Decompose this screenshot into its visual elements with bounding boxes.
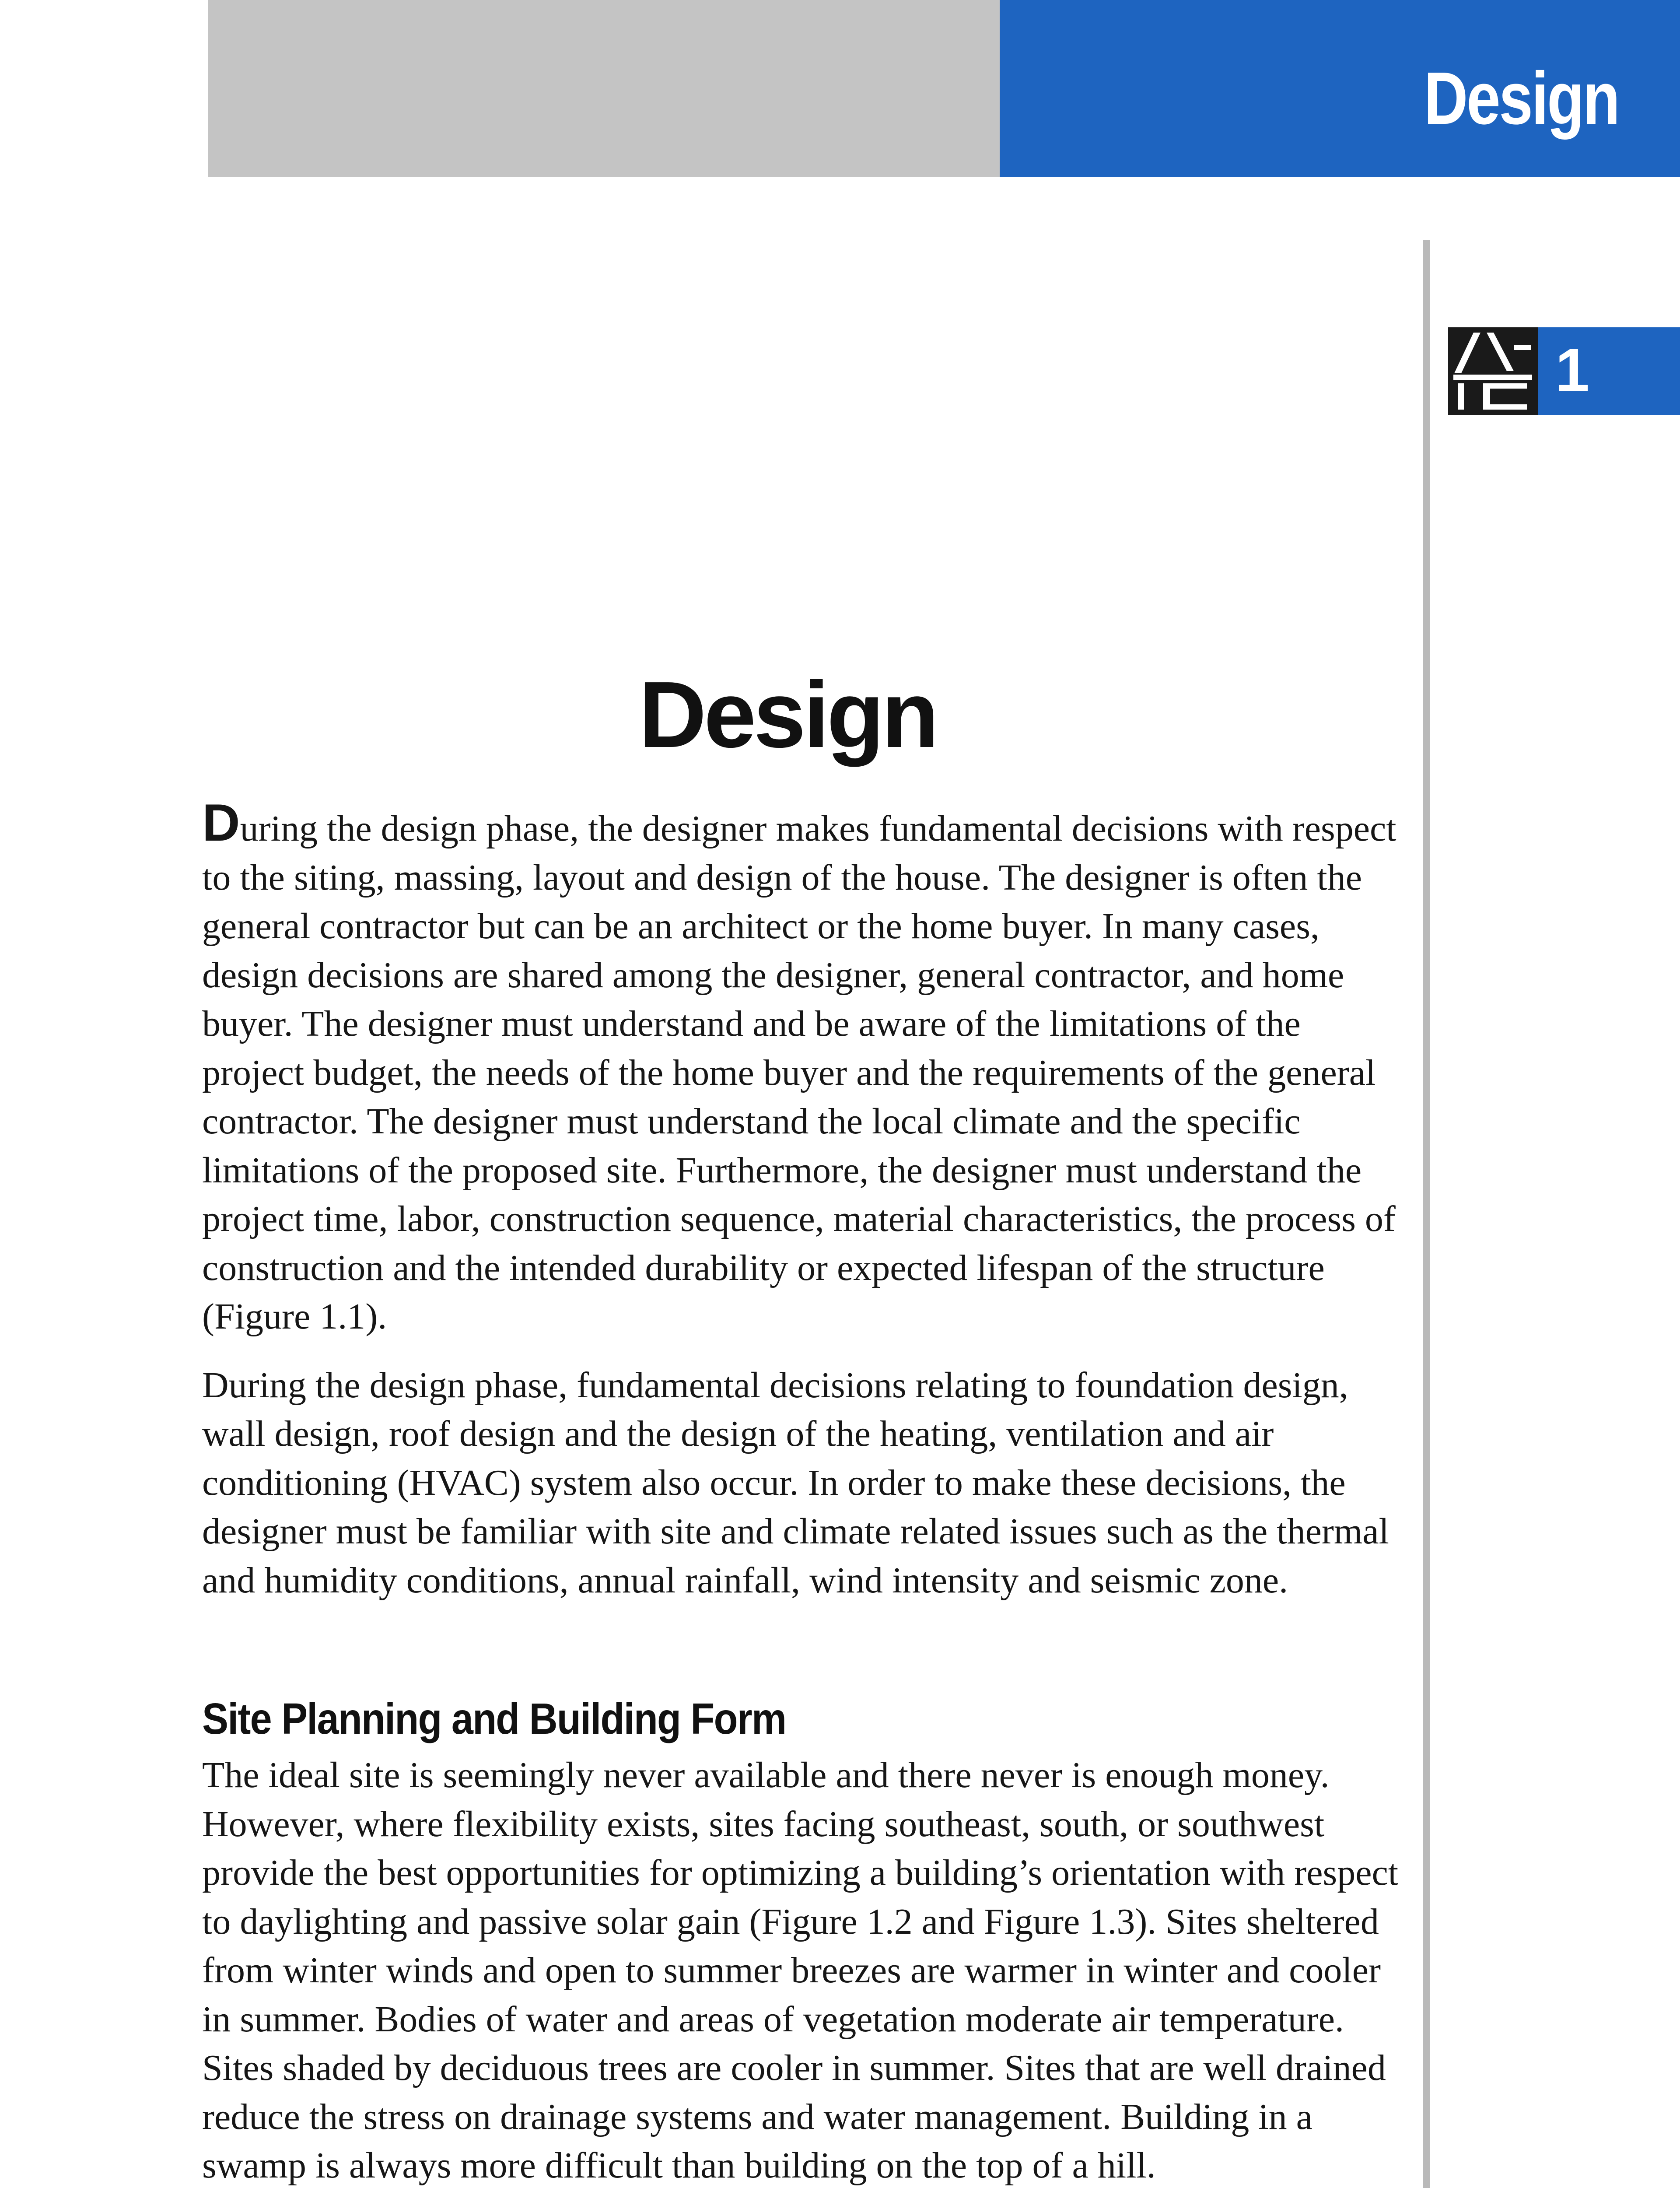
paragraph-2: During the design phase, fundamental decisions relating to foundation design, wall design, roof design and the design of the heating, ventilation and air conditioning (HVAC) system also occur. In order to make these decisions, the designer must be familiar with site and climate related issues such as the thermal and humidity conditions, annual rainfall, wind intensity and seismic zone. (202, 1364, 1389, 1601)
body-content (202, 793, 1410, 2188)
chapter-number: 1 (1555, 336, 1589, 404)
paragraph-3: The ideal site is seemingly never available and there never is enough money. However, where flexibility exists, sites facing southeast, south, or southwest provide the best opportunities for optimizing a building’s orientation with respect to daylighting and passive solar gain (Figure 1.2 and Figure 1.3). Sites sheltered from winter winds and open to summer breezes are warmer in winter and cooler in summer. Bodies of water and areas of vegetation moderate air temperature. Sites shaded by deciduous trees are cooler in summer. Sites that are well drained reduce the stress on drainage systems and water management. Building in a swamp is always more difficult than building on the top of a hill. (202, 1755, 1399, 2186)
section-heading: Site Planning and Building Form (202, 1694, 786, 1743)
paragraph-1-text: uring the design phase, the designer makes fundamental decisions with respect to the siting, massing, layout and design of the house. The designer is often the general contractor but can be an architect or the home buyer. In many cases, design decisions are shared among the designer, general contractor, and home buyer. The designer must understand and be aware of the limitations of the project budget, the needs of the home buyer and the requirements of the general contractor. The designer must understand the local climate and the specific limitations of the proposed site. Furthermore, the designer must understand the project time, labor, construction sequence, material characteristics, the process of construction and the intended durability or expected lifespan of the structure (Figure 1.1). (202, 808, 1396, 1337)
chapter-logo-icon (1448, 327, 1538, 415)
side-vertical-rule (1423, 240, 1430, 2188)
chapter-title: Design (638, 662, 937, 767)
paragraph-1 (202, 793, 1410, 1341)
chapter-tab (1448, 327, 1680, 415)
header-gray-band (208, 0, 1000, 177)
drop-cap: D (202, 793, 240, 852)
running-header-title: Design (1424, 57, 1619, 140)
header-blue-band (1000, 0, 1680, 177)
